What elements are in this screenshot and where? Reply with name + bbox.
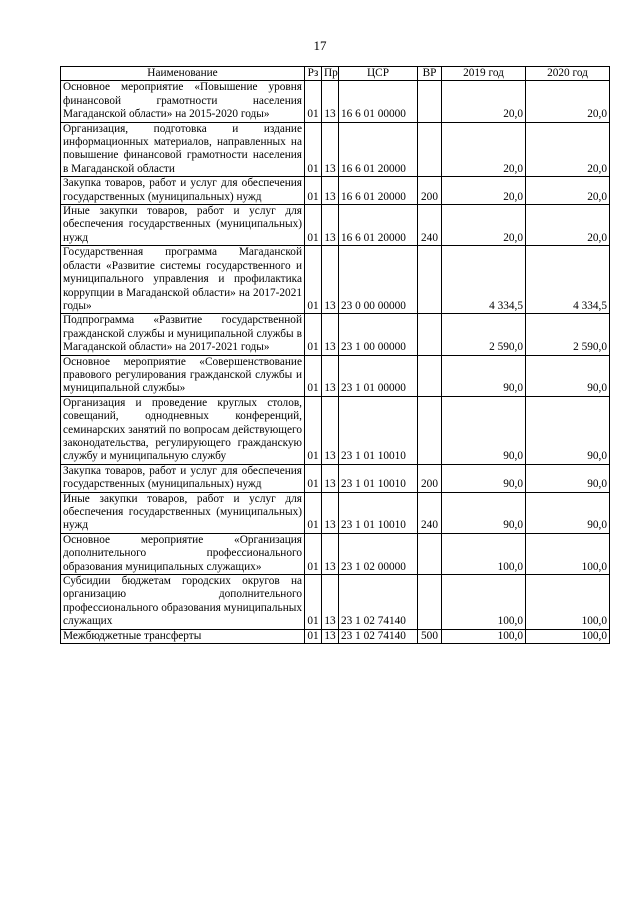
cell-rz: 01 xyxy=(305,81,322,122)
cell-rz: 01 xyxy=(305,492,322,533)
header-name: Наименование xyxy=(61,67,305,81)
cell-pr: 13 xyxy=(322,464,339,492)
cell-pr: 13 xyxy=(322,122,339,177)
cell-csr: 23 0 00 00000 xyxy=(339,246,418,314)
cell-pr: 13 xyxy=(322,177,339,205)
cell-name: Основное мероприятие «Организация дополнительного профессионального образования муниципальных служащих» xyxy=(61,533,305,574)
cell-pr: 13 xyxy=(322,575,339,630)
cell-2019: 100,0 xyxy=(442,629,526,643)
cell-vr xyxy=(418,81,442,122)
cell-vr: 200 xyxy=(418,177,442,205)
cell-name: Межбюджетные трансферты xyxy=(61,629,305,643)
cell-rz: 01 xyxy=(305,246,322,314)
cell-csr: 23 1 00 00000 xyxy=(339,314,418,355)
cell-2020: 100,0 xyxy=(526,533,610,574)
table-row xyxy=(61,355,610,396)
table-row xyxy=(61,81,610,122)
cell-2020: 100,0 xyxy=(526,575,610,630)
header-vr: ВР xyxy=(418,67,442,81)
cell-rz: 01 xyxy=(305,464,322,492)
table-row xyxy=(61,396,610,464)
cell-csr: 23 1 02 00000 xyxy=(339,533,418,574)
page-number: 17 xyxy=(313,38,327,53)
table-row xyxy=(61,314,610,355)
cell-2020: 20,0 xyxy=(526,81,610,122)
cell-rz: 01 xyxy=(305,396,322,464)
cell-name: Организация, подготовка и издание информационных материалов, направленных на повышение финансовой грамотности населения в Магаданской области xyxy=(61,122,305,177)
table-row xyxy=(61,492,610,533)
cell-pr: 13 xyxy=(322,246,339,314)
cell-vr: 500 xyxy=(418,629,442,643)
cell-2020: 90,0 xyxy=(526,464,610,492)
cell-csr: 23 1 01 10010 xyxy=(339,492,418,533)
table-body xyxy=(61,81,610,644)
cell-rz: 01 xyxy=(305,205,322,246)
cell-rz: 01 xyxy=(305,533,322,574)
header-2020: 2020 год xyxy=(526,67,610,81)
table-row xyxy=(61,246,610,314)
cell-rz: 01 xyxy=(305,177,322,205)
cell-2019: 20,0 xyxy=(442,122,526,177)
cell-rz: 01 xyxy=(305,355,322,396)
cell-csr: 16 6 01 00000 xyxy=(339,81,418,122)
cell-name: Государственная программа Магаданской области «Развитие системы государственного и муниципального управления и профилактика коррупции в Магаданской области» на 2017-2021 годы» xyxy=(61,246,305,314)
cell-vr xyxy=(418,533,442,574)
cell-2019: 90,0 xyxy=(442,355,526,396)
cell-2020: 90,0 xyxy=(526,396,610,464)
cell-pr: 13 xyxy=(322,355,339,396)
cell-name: Закупка товаров, работ и услуг для обеспечения государственных (муниципальных) нужд xyxy=(61,464,305,492)
cell-pr: 13 xyxy=(322,396,339,464)
cell-rz: 01 xyxy=(305,575,322,630)
table-row xyxy=(61,575,610,630)
cell-pr: 13 xyxy=(322,629,339,643)
cell-csr: 23 1 01 10010 xyxy=(339,396,418,464)
header-row xyxy=(61,67,610,81)
cell-name: Закупка товаров, работ и услуг для обеспечения государственных (муниципальных) нужд xyxy=(61,177,305,205)
cell-2019: 90,0 xyxy=(442,396,526,464)
cell-2019: 4 334,5 xyxy=(442,246,526,314)
cell-2019: 20,0 xyxy=(442,81,526,122)
header-2019: 2019 год xyxy=(442,67,526,81)
cell-pr: 13 xyxy=(322,314,339,355)
cell-pr: 13 xyxy=(322,533,339,574)
cell-vr: 240 xyxy=(418,205,442,246)
cell-name: Организация и проведение круглых столов, совещаний, однодневных конференций, семинарских занятий по вопросам действующего законодательства, регулирующего гражданскую службу и муниципальную службу xyxy=(61,396,305,464)
cell-vr xyxy=(418,122,442,177)
cell-vr xyxy=(418,246,442,314)
cell-csr: 23 1 01 00000 xyxy=(339,355,418,396)
cell-name: Основное мероприятие «Совершенствование правового регулирования гражданской службы и муниципальной службы» xyxy=(61,355,305,396)
cell-rz: 01 xyxy=(305,122,322,177)
cell-2019: 20,0 xyxy=(442,177,526,205)
table-row xyxy=(61,205,610,246)
table-row xyxy=(61,122,610,177)
table-row xyxy=(61,629,610,643)
table-row xyxy=(61,177,610,205)
cell-2019: 20,0 xyxy=(442,205,526,246)
cell-csr: 16 6 01 20000 xyxy=(339,122,418,177)
cell-name: Иные закупки товаров, работ и услуг для обеспечения государственных (муниципальных) нужд xyxy=(61,205,305,246)
cell-csr: 23 1 01 10010 xyxy=(339,464,418,492)
cell-2020: 4 334,5 xyxy=(526,246,610,314)
cell-vr xyxy=(418,396,442,464)
cell-csr: 16 6 01 20000 xyxy=(339,177,418,205)
table-row xyxy=(61,533,610,574)
cell-vr xyxy=(418,575,442,630)
cell-2020: 20,0 xyxy=(526,205,610,246)
table-row xyxy=(61,464,610,492)
cell-2019: 100,0 xyxy=(442,575,526,630)
cell-pr: 13 xyxy=(322,205,339,246)
cell-pr: 13 xyxy=(322,492,339,533)
cell-2020: 20,0 xyxy=(526,177,610,205)
cell-pr: 13 xyxy=(322,81,339,122)
cell-rz: 01 xyxy=(305,629,322,643)
cell-2019: 90,0 xyxy=(442,492,526,533)
cell-2020: 90,0 xyxy=(526,492,610,533)
cell-2020: 100,0 xyxy=(526,629,610,643)
header-pr: Пр xyxy=(322,67,339,81)
cell-name: Иные закупки товаров, работ и услуг для обеспечения государственных (муниципальных) нужд xyxy=(61,492,305,533)
budget-table xyxy=(60,66,610,644)
cell-name: Основное мероприятие «Повышение уровня финансовой грамотности населения Магаданской области» на 2015-2020 годы» xyxy=(61,81,305,122)
cell-vr: 240 xyxy=(418,492,442,533)
cell-vr xyxy=(418,355,442,396)
cell-vr xyxy=(418,314,442,355)
cell-name: Субсидии бюджетам городских округов на организацию дополнительного профессионального образования муниципальных служащих xyxy=(61,575,305,630)
cell-2019: 90,0 xyxy=(442,464,526,492)
cell-2019: 100,0 xyxy=(442,533,526,574)
cell-vr: 200 xyxy=(418,464,442,492)
header-csr: ЦСР xyxy=(339,67,418,81)
cell-rz: 01 xyxy=(305,314,322,355)
cell-2020: 2 590,0 xyxy=(526,314,610,355)
header-rz: Рз xyxy=(305,67,322,81)
cell-2020: 20,0 xyxy=(526,122,610,177)
cell-csr: 23 1 02 74140 xyxy=(339,629,418,643)
cell-name: Подпрограмма «Развитие государственной гражданской службы и муниципальной службы в Магаданской области» на 2017-2021 годы» xyxy=(61,314,305,355)
cell-csr: 23 1 02 74140 xyxy=(339,575,418,630)
cell-csr: 16 6 01 20000 xyxy=(339,205,418,246)
cell-2019: 2 590,0 xyxy=(442,314,526,355)
cell-2020: 90,0 xyxy=(526,355,610,396)
